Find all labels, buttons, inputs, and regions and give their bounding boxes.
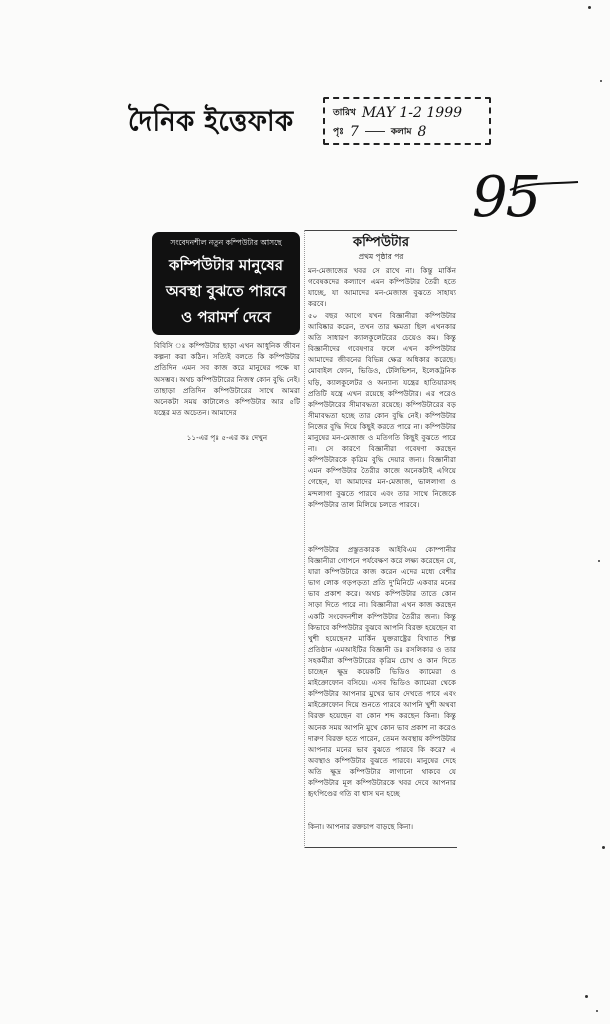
headline-box xyxy=(152,232,300,335)
right-article xyxy=(304,230,457,848)
article-paragraph: কম্পিউটার প্রস্তুতকারক আইবিএম কোম্পানীর বিজ্ঞানীরা গোপনে পর্যবেক্ষণ করে লক্ষ্য করেছেন যে, যারা কম্পিউটারে কাজ করেন এদের মধ্যে বেশীর ভাগ লোক গড়পড়তা প্রতি দু'মিনিটে একবার মনের ভাব প্রকাশ করে। অথচ কম্পিউটার তাতে কোন সাড়া দিতে পারে না। বিজ্ঞানীরা এখন কাজ করছেন একটি সংবেদনশীল কম্পিউটার তৈরীর জন্য। কিন্তু কিভাবে কম্পিউটার বুঝবে আপনি বিরক্ত হয়েছেন বা খুশী হয়েছেন? মার্কিন যুক্তরাষ্ট্রের বিখ্যাত শিল্প প্রতিষ্ঠান এমআইটির বিজ্ঞানী ডঃ রসলিকার ও তার সহকর্মীরা কম্পিউটারের কৃত্রিম চোখ ও কান দিতে চাচ্ছেন ক্ষুদ্র কয়েকটি ভিডিও ক্যামেরা ও মাইক্রোফোন বসিয়ে। এসব ভিডিও ক্যামেরা থেকে কম্পিউটার আপনার মুখের ভাব দেখতে পাবে এবং মাইক্রোফোন দিয়ে শুনতে পারবে আপনি খুশী অথবা বিরক্ত হয়েছেন বা কোন শব্দ করছেন কিনা। কিন্তু অনেক সময় আপনি মুখে কোন ভাব প্রকাশ না করেও দারুণ বিরক্ত হতে পারেন, তেমন অবস্থায় কম্পিউটার আপনার মনের ভাব বুঝতে পারবে কি করে? এ অবস্থাও কম্পিউটার বুঝতে পারবে। মানুষের দেহে অতি ক্ষুদ্র কম্পিউটার লাগানো থাকবে যে কম্পিউটার মূল কম্পিউটারকে খবর দেবে আপনার হৃৎপিণ্ডের গতি বা শ্বাস ঘন হচ্ছে xyxy=(308,545,456,799)
column-value: 8 xyxy=(417,123,427,140)
article-kicker: সংবেদনশীল নতুন কম্পিউটার আসছে xyxy=(170,238,282,247)
scan-speck xyxy=(598,560,600,562)
article-paragraph: মন-মেজাজের খবর সে রাখে না। কিন্তু মার্কিন গবেষকদের কল্যাণে এমন কম্পিউটার তৈরী হতে যাচ্ছে, যা আমাদের মন-মেজাজ বুঝতে সাহায্য করবে। xyxy=(308,266,456,309)
page-value: 7 xyxy=(349,123,359,140)
page-rule xyxy=(365,131,385,132)
article-headline: কম্পিউটার মানুষের অবস্থা বুঝতে পারবে ও পরামর্শ দেবে xyxy=(165,256,287,326)
date-value: MAY 1-2 1999 xyxy=(361,104,463,121)
article-bottom-rule xyxy=(305,847,457,848)
handwritten-flourish xyxy=(508,180,580,194)
scan-speck xyxy=(585,995,588,998)
scan-speck xyxy=(596,1010,598,1012)
page-label: পৃঃ xyxy=(333,127,344,137)
article-paragraph: ৫০ বছর আগে যখন বিজ্ঞানীরা কম্পিউটার আবিষ্কার করেন, তখন তার ক্ষমতা ছিল এখনকার অতি সাধারণ ক্যালকুলেটরের চেয়েও কম। কিন্তু বিজ্ঞানীদের গবেষণার ফলে এখন কম্পিউটার আমাদের জীবনের বিভিন্ন ক্ষেত্র অধিকার করেছে। মোবাইল ফোন, ভিডিও, টেলিভিশন, ইলেকট্রনিক ঘড়ি, ক্যালকুলেটর ও অন্যান্য যন্ত্রের হাতিয়ারসহ প্রতিটি যন্ত্রে এখন রয়েছে কম্পিউটার। এর পরেও কম্পিউটারের সীমাবদ্ধতা রয়েছে। কম্পিউটারের বড় সীমাবদ্ধতা হচ্ছে তার কোন বুদ্ধি নেই। কম্পিউটার নিজের বুদ্ধি দিয়ে কিছুই করতে পারে না। কম্পিউটার মানুষের মন-মেজাজ ও মতিগতি কিছুই বুঝতে পারে না। সে কারণে বিজ্ঞানীরা গবেষণা করছেন কম্পিউটারকে কৃত্রিম বুদ্ধি দেয়ার জন্য। বিজ্ঞানীরা এমন কম্পিউটার তৈরীর কাজে অনেকটাই এগিয়ে গেছেন, যা আমাদের মন-মেজাজ, ভাললাগা ও মন্দলাগা বুঝতে পারবে এবং তার সাথে নিজেকে কম্পিউটার তাল মিলিয়ে চলতে পারবে। xyxy=(308,311,456,509)
date-label: তারিখ xyxy=(333,108,356,118)
continued-note: ১১-এর পৃঃ ৫-এর কঃ দেখুন xyxy=(186,433,268,442)
scan-speck xyxy=(602,846,605,849)
article-paragraph: কিনা। আপনার রক্তচাপ বাড়ছে কিনা। xyxy=(308,822,414,831)
date-stamp xyxy=(323,97,491,145)
date-stamp-page-row xyxy=(333,122,481,141)
scan-speck xyxy=(600,80,602,82)
left-article xyxy=(152,232,300,464)
column-label: কলাম xyxy=(390,127,412,137)
newspaper-masthead: দৈনিক ইত্তেফাক xyxy=(128,105,294,139)
handwritten-number: 95 xyxy=(472,165,540,230)
article-subtitle: প্রথম পৃষ্ঠার পর xyxy=(358,252,404,261)
scan-speck xyxy=(588,6,591,9)
article-title: কম্পিউটার xyxy=(352,235,409,250)
article-top-rule xyxy=(305,230,457,231)
date-stamp-date-row xyxy=(333,103,481,122)
article-body: বিবিসি ঃ কম্পিউটার ছাড়া এখন আধুনিক জীবন কল্পনা করা কঠিন। সত্যিই বলতে কি কম্পিউটার প্রতিদিন এমন সব কাজ করে মানুষের পক্ষে যা অসম্ভব। অথচ কম্পিউটারের নিজস্ব কোন বুদ্ধি নেই। তাছাড়া প্রতিদিন কম্পিউটারের সাথে আমরা অনেকটা সময় কাটালেও কম্পিউটার আর ৫টি যন্ত্রের মত অচেতন। আমাদের xyxy=(154,341,300,418)
